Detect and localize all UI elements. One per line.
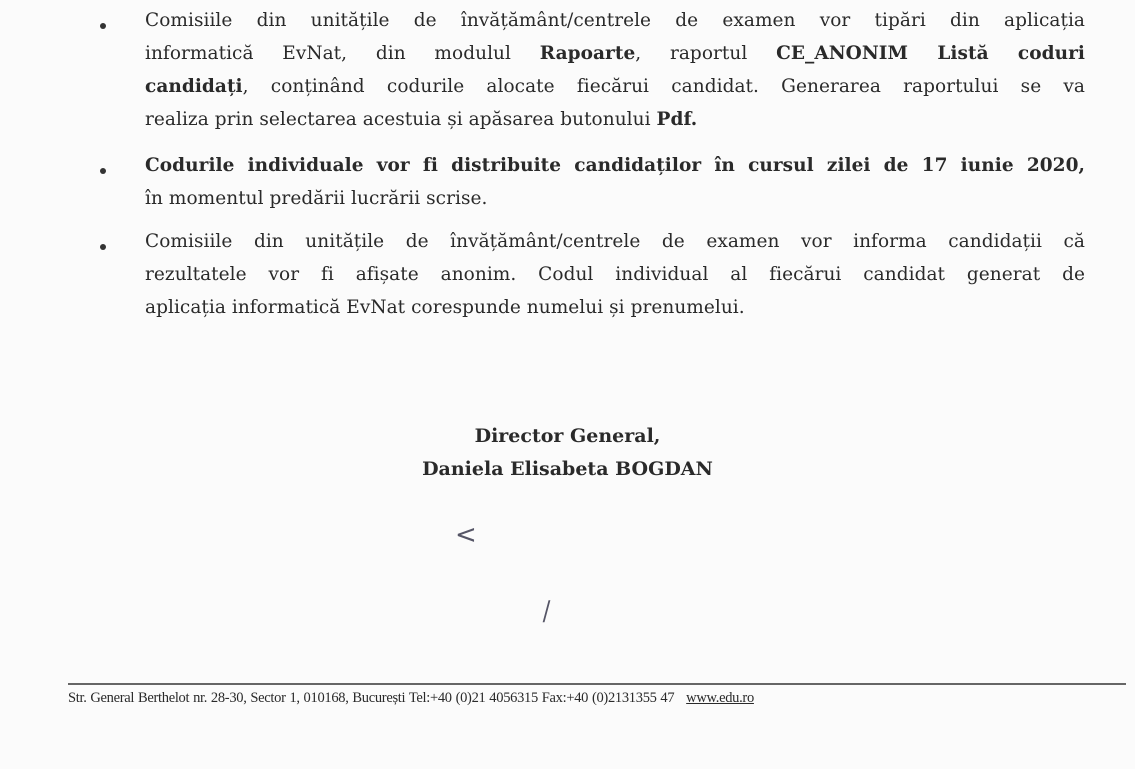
text-line bbox=[145, 231, 1085, 252]
footer-website-link[interactable]: www.edu.ro bbox=[686, 690, 754, 706]
bullet-dot-icon bbox=[100, 23, 106, 29]
bullet-dot-icon bbox=[100, 244, 106, 250]
signature-mark: | bbox=[539, 598, 554, 623]
text: , conținând codurile alocate fiecărui candidat. Generarea raportului se va bbox=[242, 76, 1085, 97]
text-line bbox=[145, 109, 1085, 130]
text-line bbox=[145, 297, 1085, 318]
bold-text: candidați bbox=[145, 76, 243, 97]
text-line bbox=[145, 188, 1085, 209]
text-line bbox=[145, 43, 1085, 64]
text-line bbox=[145, 155, 1085, 176]
bold-text: Pdf. bbox=[656, 109, 698, 130]
signature-name: Daniela Elisabeta BOGDAN bbox=[422, 458, 713, 480]
bold-text: Codurile individuale vor fi distribuite candidaților în cursul zilei de 17 iunie 2020, bbox=[145, 155, 1085, 176]
signature-title: Director General, bbox=[474, 425, 661, 447]
text-line bbox=[145, 10, 1085, 31]
text: în momentul predării lucrării scrise. bbox=[145, 188, 488, 209]
footer-divider bbox=[68, 683, 1126, 685]
text: aplicația informatică EvNat corespunde numelui și prenumelui. bbox=[145, 297, 745, 318]
bullet-dot-icon bbox=[100, 168, 106, 174]
footer-address: Str. General Berthelot nr. 28-30, Sector 1, 010168, București Tel:+40 (0)21 4056315 Fax:+40 (0)2131355 47 bbox=[68, 690, 675, 706]
text-line bbox=[145, 264, 1085, 285]
text: informatică EvNat, din modulul bbox=[145, 43, 540, 64]
bold-text: Rapoarte bbox=[539, 43, 636, 64]
footer bbox=[68, 690, 754, 707]
text: Comisiile din unitățile de învățământ/centrele de examen vor tipări din aplicația bbox=[145, 10, 1085, 31]
text-line bbox=[145, 76, 1085, 97]
text: Comisiile din unitățile de învățământ/centrele de examen vor informa candidații că bbox=[145, 231, 1085, 252]
signature-mark: < bbox=[455, 520, 477, 550]
bold-text: CE_ANONIM Listă coduri bbox=[776, 43, 1085, 64]
text: realiza prin selectarea acestuia și apăsarea butonului bbox=[145, 109, 657, 130]
text: , raportul bbox=[635, 43, 777, 64]
text: rezultatele vor fi afișate anonim. Codul individual al fiecărui candidat generat de bbox=[145, 264, 1085, 285]
